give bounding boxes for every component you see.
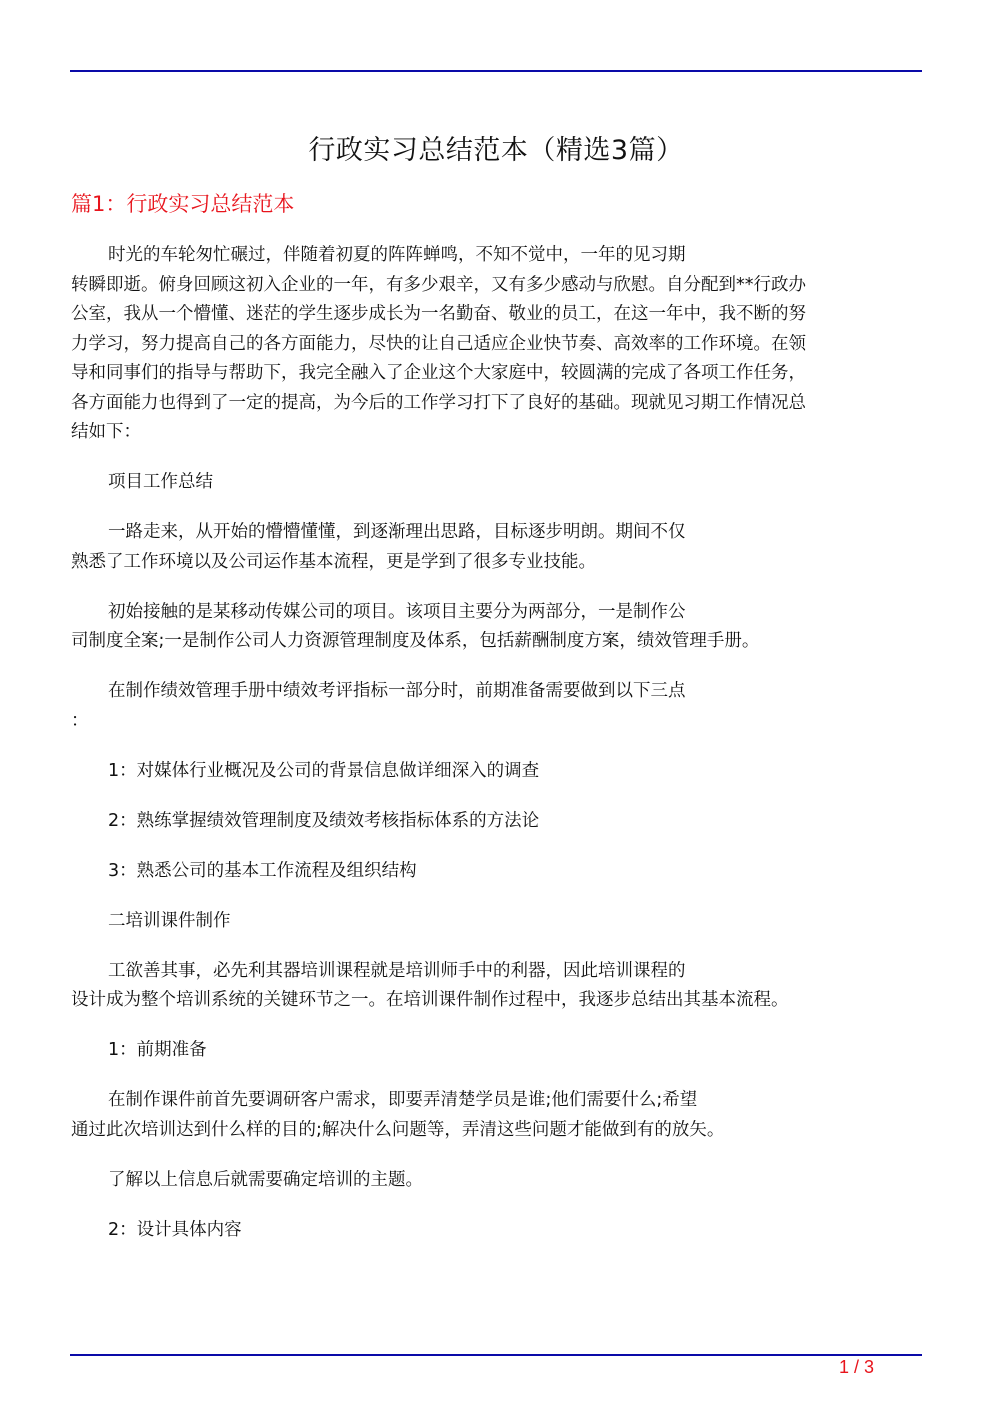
paragraph: [71, 677, 916, 736]
paragraph: [71, 807, 916, 837]
paragraph-line: 一路走来，从开始的懵懵懂懂，到逐渐理出思路，目标逐步明朗。期间不仅: [108, 522, 686, 542]
document-body: [71, 241, 916, 1266]
paragraph-line: 二培训课件制作: [108, 910, 231, 931]
paragraph-line: 1：对媒体行业概况及公司的背景信息做详细深入的调查: [108, 760, 540, 781]
paragraph-line: ：: [71, 710, 89, 731]
paragraph-line: 结如下：: [71, 422, 141, 442]
paragraph-line: 3：熟悉公司的基本工作流程及组织结构: [108, 860, 417, 881]
paragraph: [71, 468, 916, 498]
paragraph-line: 各方面能力也得到了一定的提高，为今后的工作学习打下了良好的基础。现就见习期工作情况总: [71, 392, 806, 413]
paragraph-line: 工欲善其事，必先利其器培训课程就是培训师手中的利器，因此培训课程的: [108, 960, 686, 981]
paragraph-line: 设计成为整个培训系统的关键环节之一。在培训课件制作过程中，我逐步总结出其基本流程。: [71, 990, 789, 1010]
paragraph: [71, 241, 916, 448]
paragraph-line: 导和同事们的指导与帮助下，我完全融入了企业这个大家庭中，较圆满的完成了各项工作任务，: [71, 363, 806, 383]
paragraph-line: 转瞬即逝。俯身回顾这初入企业的一年，有多少艰辛，又有多少感动与欣慰。自分配到**行政办: [71, 274, 806, 295]
paragraph-line: 司制度全案;一是制作公司人力资源管理制度及体系，包括薪酬制度方案，绩效管理手册。: [71, 631, 760, 651]
paragraph: [71, 857, 916, 887]
paragraph-line: 熟悉了工作环境以及公司运作基本流程，更是学到了很多专业技能。: [71, 551, 596, 572]
paragraph: [71, 1086, 916, 1145]
paragraph-line: 初始接触的是某移动传媒公司的项目。该项目主要分为两部分，一是制作公: [108, 601, 686, 622]
paragraph-line: 1：前期准备: [108, 1040, 207, 1060]
footer-rule: [70, 1354, 922, 1356]
paragraph-line: 项目工作总结: [108, 472, 213, 492]
document-title: 行政实习总结范本（精选3篇）: [308, 135, 684, 166]
paragraph-line: 在制作绩效管理手册中绩效考评指标一部分时，前期准备需要做到以下三点: [108, 681, 686, 701]
paragraph: [71, 757, 916, 787]
paragraph: [71, 1216, 916, 1246]
paragraph-line: 2：熟练掌握绩效管理制度及绩效考核指标体系的方法论: [108, 810, 540, 831]
header-rule: [70, 70, 922, 72]
paragraph: [71, 598, 916, 657]
paragraph: [71, 1166, 916, 1196]
paragraph-line: 时光的车轮匆忙碾过，伴随着初夏的阵阵蝉鸣，不知不觉中，一年的见习期: [108, 245, 686, 265]
paragraph: [71, 957, 916, 1016]
paragraph-line: 力学习，努力提高自己的各方面能力，尽快的让自己适应企业快节奏、高效率的工作环境。在领: [71, 333, 806, 354]
section-heading: 篇1：行政实习总结范本: [71, 192, 295, 216]
paragraph: [71, 907, 916, 937]
page-number: 1 / 3: [839, 1357, 875, 1377]
paragraph-line: 了解以上信息后就需要确定培训的主题。: [108, 1169, 423, 1190]
paragraph: [71, 518, 916, 577]
paragraph-line: 公室，我从一个懵懂、迷茫的学生逐步成长为一名勤奋、敬业的员工，在这一年中，我不断的努: [71, 304, 806, 324]
paragraph: [71, 1036, 916, 1066]
paragraph-line: 在制作课件前首先要调研客户需求，即要弄清楚学员是谁;他们需要什么;希望: [108, 1090, 698, 1110]
paragraph-line: 通过此次培训达到什么样的目的;解决什么问题等，弄清这些问题才能做到有的放矢。: [71, 1119, 725, 1140]
paragraph-line: 2：设计具体内容: [108, 1219, 242, 1240]
